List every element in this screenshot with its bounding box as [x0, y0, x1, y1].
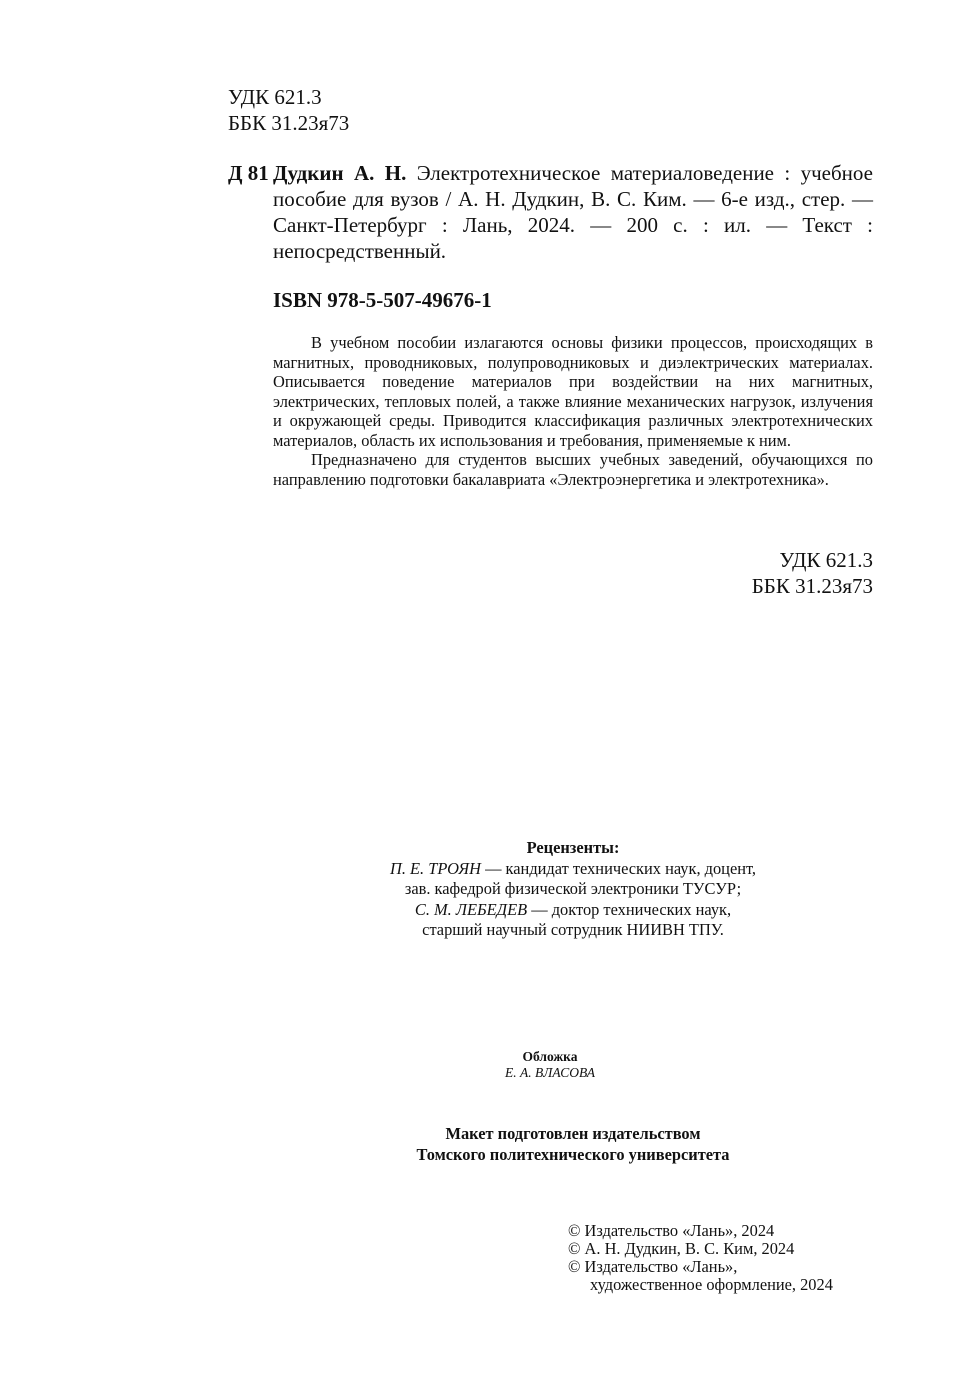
- udk-code: УДК 621.3: [779, 548, 873, 572]
- layout-prepared-line: Макет подготовлен издательством: [445, 1124, 701, 1143]
- annotation-paragraph: Предназначено для студентов высших учебных заведений, обучающихся по направлению подготовки бакалавриата «Электроэнергетика и электротехника».: [273, 450, 873, 489]
- reviewers-heading: Рецензенты:: [526, 838, 620, 857]
- reviewer-name: С. М. ЛЕБЕДЕВ: [414, 899, 528, 919]
- bbk-code: ББК 31.23я73: [751, 574, 873, 598]
- copyright-line: © Издательство «Лань»,: [568, 1257, 738, 1276]
- reviewers-block: [300, 838, 846, 941]
- reviewer-credentials: — доктор технических наук,: [527, 899, 732, 919]
- annotation-paragraph: В учебном пособии излагаются основы физики процессов, происходящих в магнитных, проводниковых, полупроводниковых и диэлектрических материалах. Описывается поведение материалов при воздействии на них магнитных, электрических, тепловых полей, а также влияние механических нагрузок, излучения и окружающей среды. Приводится классификация различных электротехнических материалов, область их использования и требования, применяемые к ним.: [273, 333, 873, 450]
- cover-designer: Е. А. ВЛАСОВА: [504, 1065, 596, 1080]
- cover-credit: [400, 1049, 700, 1081]
- author-mark: Д 81: [228, 161, 269, 185]
- bibliographic-text: Электротехническое материаловедение : учебное пособие для вузов / А. Н. Дудкин, В. С. Ким. — 6-е изд., стер. — Санкт-Петербург : Лань, 2024. — 200 с. : ил. — Текст : непосредственный.: [273, 161, 873, 263]
- annotation: [273, 333, 873, 489]
- author-name: Дудкин А. Н.: [273, 161, 407, 185]
- reviewer-position: зав. кафедрой физической электроники ТУСУР;: [404, 879, 742, 898]
- udk-top-block: [228, 84, 349, 136]
- udk-code: УДК 621.3: [228, 85, 322, 109]
- copyright-line: художественное оформление, 2024: [590, 1275, 833, 1294]
- layout-prepared-block: [350, 1124, 796, 1165]
- reviewer-line: [300, 900, 846, 921]
- layout-prepared-line: Томского политехнического университета: [416, 1144, 730, 1164]
- bibliographic-description: [273, 160, 873, 264]
- reviewer-name: П. Е. ТРОЯН: [389, 858, 481, 878]
- copyright-line: © А. Н. Дудкин, В. С. Ким, 2024: [568, 1239, 795, 1258]
- cover-heading: Обложка: [522, 1049, 578, 1064]
- isbn: ISBN 978-5-507-49676-1: [273, 288, 492, 312]
- bbk-code: ББК 31.23я73: [228, 111, 350, 135]
- reviewer-position: старший научный сотрудник НИИВН ТПУ.: [422, 920, 724, 939]
- copyright-block: [568, 1222, 888, 1294]
- copyright-line: © Издательство «Лань», 2024: [568, 1221, 775, 1240]
- reviewer-line: [300, 859, 846, 880]
- udk-bottom-block: [600, 547, 873, 599]
- reviewer-credentials: — кандидат технических наук, доцент,: [480, 858, 757, 878]
